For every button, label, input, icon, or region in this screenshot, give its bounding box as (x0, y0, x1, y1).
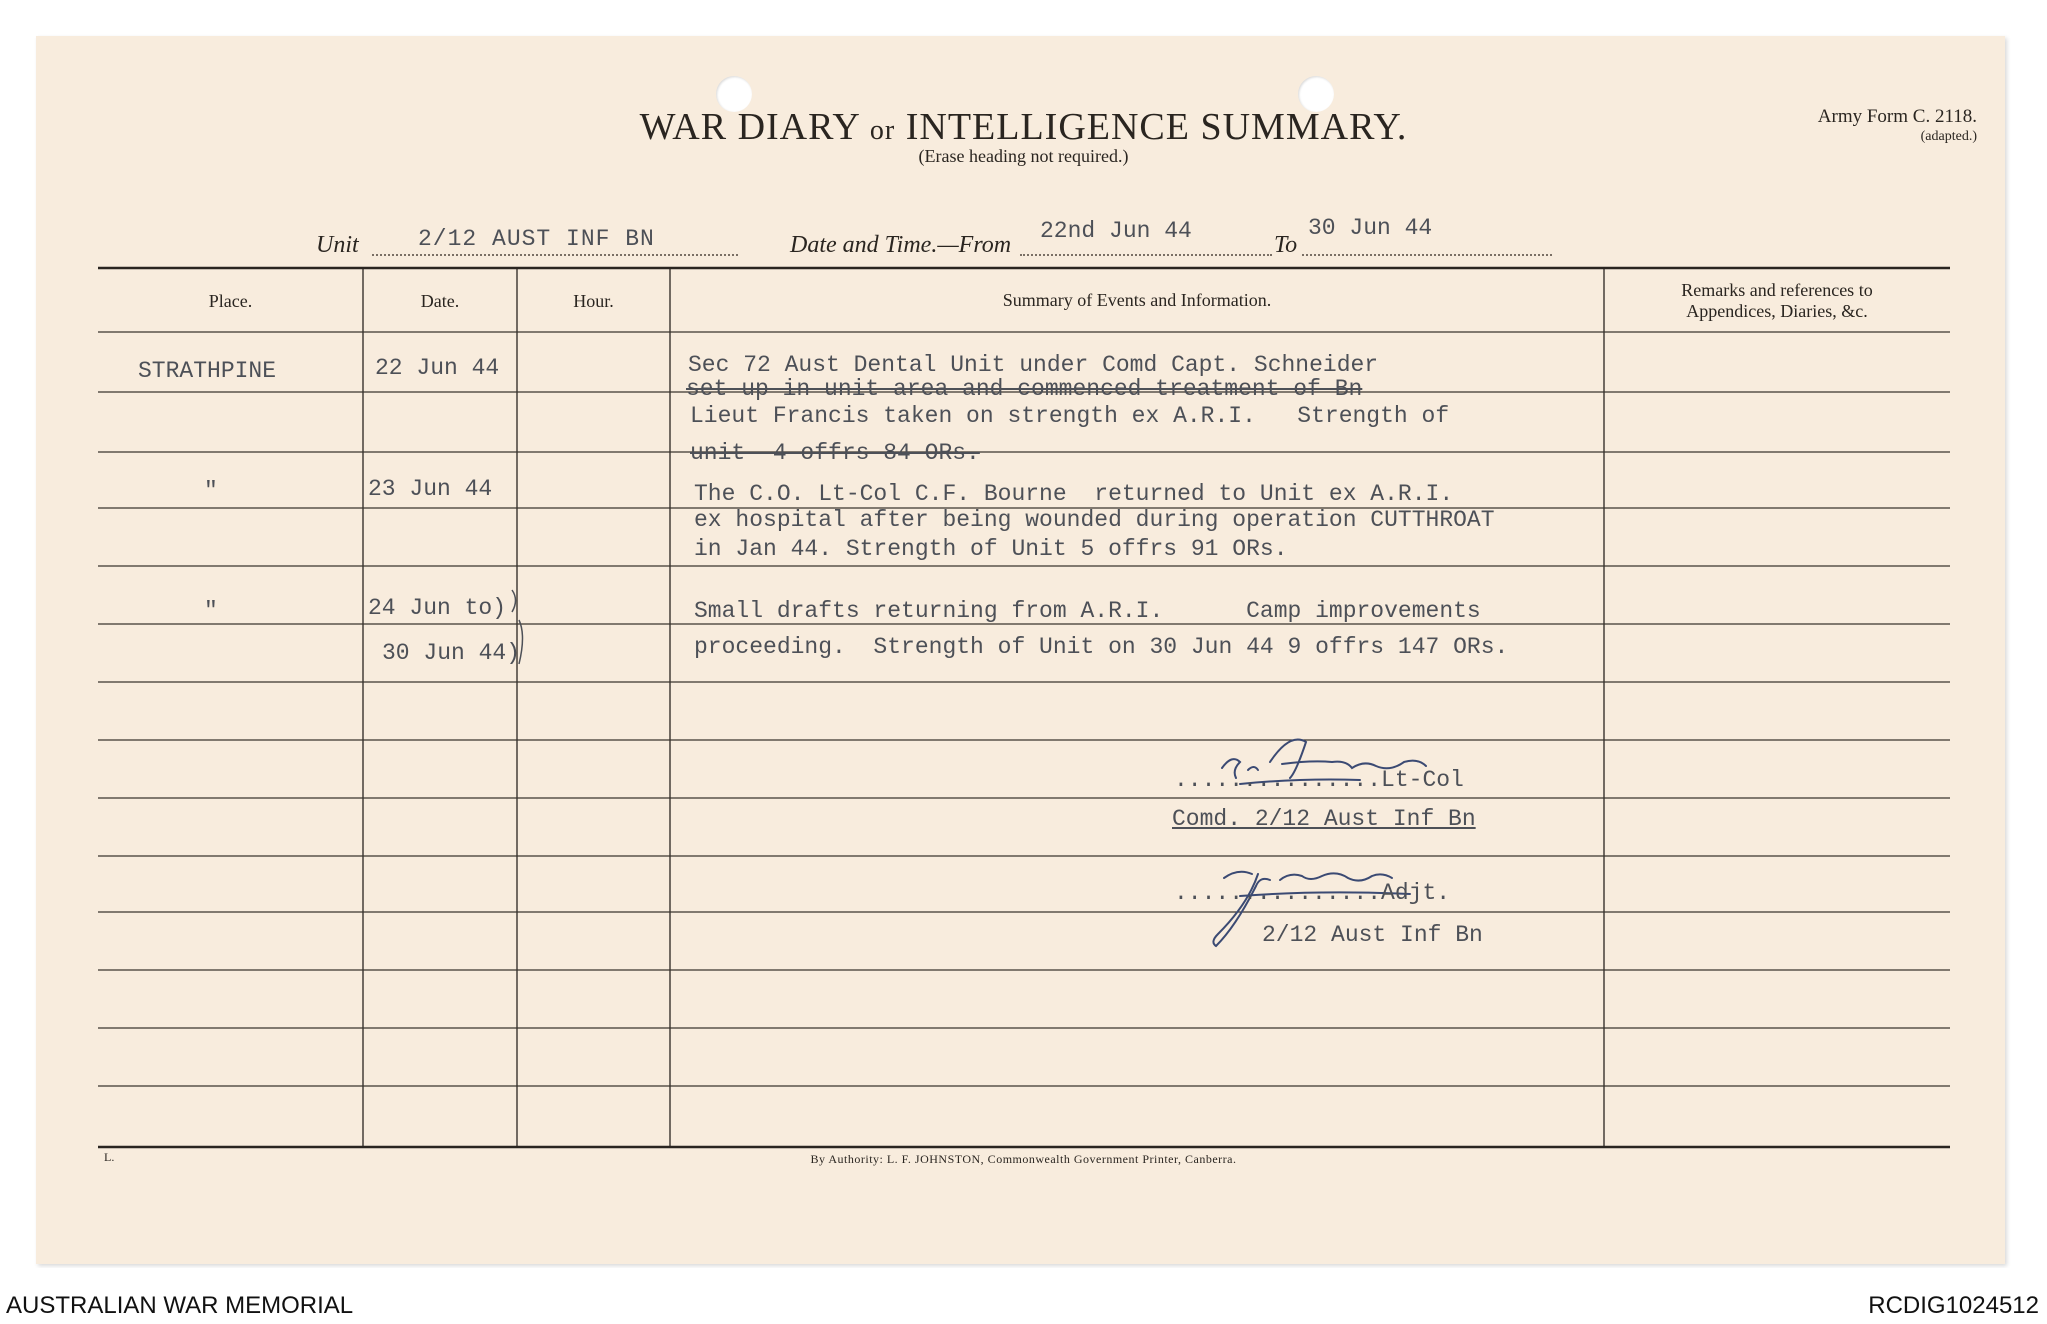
col-header-remarks (1604, 280, 1950, 322)
title-or: or (869, 115, 896, 146)
col-header-hour: Hour. (573, 291, 614, 311)
unit-label: Unit (316, 232, 359, 258)
entry2-line1: The C.O. Lt-Col C.F. Bourne returned to Unit ex A.R.I. (694, 481, 1454, 507)
form-number-block (1818, 108, 1977, 146)
entry3-place-ditto: " (204, 598, 218, 624)
to-value: 30 Jun 44 (1308, 215, 1433, 241)
footer-mark: L. (104, 1150, 115, 1164)
entry1-line4: unit 4 offrs 84 ORs. (690, 440, 980, 466)
entry2-line3: in Jan 44. Strength of Unit 5 offrs 91 ORs. (694, 536, 1288, 562)
footer-printer: By Authority: L. F. JOHNSTON, Commonwealth Government Printer, Canberra. (810, 1152, 1237, 1166)
form-adapted: (adapted.) (1920, 129, 1977, 144)
title-intelligence-summary: INTELLIGENCE SUMMARY. (905, 106, 1408, 148)
col-header-remarks-line1: Remarks and references to (1681, 280, 1873, 300)
entry2-date: 23 Jun 44 (368, 476, 493, 502)
unit-value: 2/12 AUST INF BN (418, 226, 655, 252)
unit-dotted-line (372, 254, 738, 256)
entry3-line2: proceeding. Strength of Unit on 30 Jun 44 9 offrs 147 ORs. (694, 634, 1509, 660)
col-header-remarks-line2: Appendices, Diaries, &c. (1686, 301, 1868, 321)
entry1-date: 22 Jun 44 (375, 355, 500, 381)
to-label: To (1274, 232, 1298, 258)
form-subtitle: (Erase heading not required.) (918, 146, 1129, 166)
col-header-place: Place. (208, 291, 253, 311)
to-dotted-line (1302, 254, 1552, 256)
form-number: Army Form C. 2118. (1817, 106, 1977, 127)
from-value: 22nd Jun 44 (1040, 218, 1192, 244)
archive-name: AUSTRALIAN WAR MEMORIAL (6, 1292, 354, 1319)
entry3-line1: Small drafts returning from A.R.I. Camp improvements (694, 598, 1481, 624)
title-war-diary: WAR DIARY (639, 106, 860, 148)
form-title (0, 105, 2047, 149)
from-dotted-line (1020, 254, 1272, 256)
entry1-line2: set up in unit area and commenced treatment of Bn (686, 376, 1363, 402)
entry3-date-to: 30 Jun 44) (382, 640, 521, 666)
entry3-date-from: 24 Jun to) (368, 595, 507, 621)
adjt-title: 2/12 Aust Inf Bn (1262, 922, 1483, 948)
entry2-place-ditto: " (204, 478, 218, 504)
date-time-label: Date and Time.—From (790, 232, 1012, 258)
co-signature-line: ...............Lt-Col (1174, 767, 1464, 793)
entry1-line3: Lieut Francis taken on strength ex A.R.I. Strength of (690, 403, 1450, 429)
entry1-place: STRATHPINE (138, 358, 277, 384)
entry1-line1: Sec 72 Aust Dental Unit under Comd Capt. Schneider (688, 352, 1379, 378)
entry2-line2: ex hospital after being wounded during operation CUTTHROAT (694, 507, 1495, 533)
col-header-summary: Summary of Events and Information. (1002, 290, 1272, 310)
adjt-signature-line: ...............Adjt. (1174, 880, 1451, 906)
co-title: Comd. 2/12 Aust Inf Bn (1172, 806, 1476, 832)
archive-id: RCDIG1024512 (1868, 1292, 2039, 1319)
col-header-date: Date. (420, 291, 460, 311)
